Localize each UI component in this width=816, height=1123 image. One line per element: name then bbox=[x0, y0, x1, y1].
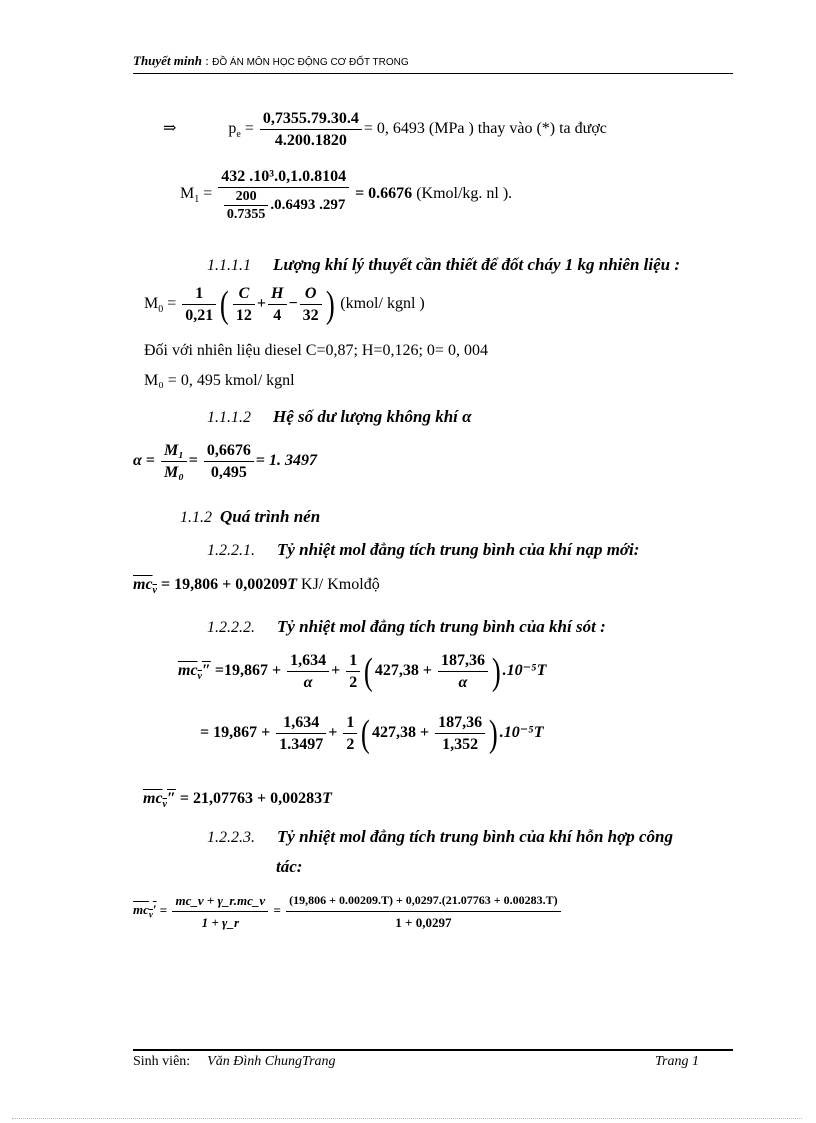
section-title: Tỷ nhiệt mol đẳng tích trung bình của khí nạp mới: bbox=[277, 540, 640, 559]
m0-coef: $\frac{1}{0,21}$ bbox=[182, 283, 216, 326]
m1-unit: (Kmol/kg. nl ). bbox=[416, 185, 513, 203]
header-sep: : bbox=[202, 53, 213, 68]
mcv3-frac-2: $\frac{1}{2}$ bbox=[343, 712, 357, 755]
section-number: 1.2.2.3. bbox=[207, 829, 255, 846]
mcv2-lhs: $mc_v''$ bbox=[178, 662, 211, 683]
mcv1-t: T bbox=[287, 576, 298, 593]
mcv4-lhs: $mc_v''$ bbox=[143, 790, 176, 811]
equation-mcv-mixture: $mc_v'$ = $\frac{mc\_v + \gamma\_r.mc\_v}{1 + \gamma\_r}$ = $\frac{(19,806 + 0.00209.T) + 0,0297.(21.07763 + 0.00283.T)}{1 + 0,0297}$ bbox=[133, 890, 563, 933]
mcv-lhs: $mc_v$ bbox=[133, 576, 157, 597]
equation-m1 bbox=[180, 166, 512, 223]
pe-result: = 0, 6493 (MPa ) thay vào (*) ta được bbox=[363, 120, 607, 138]
section-1-2-2-3 bbox=[207, 827, 673, 847]
alpha-frac-2: $\frac{0,6676}{0,495}$ bbox=[204, 440, 254, 483]
pe-denominator: 4.200.1820 bbox=[274, 132, 347, 149]
section-number: 1.2.2.1. bbox=[207, 542, 255, 559]
mcv1-unit: KJ/ Kmolđộ bbox=[301, 576, 380, 593]
mix-frac-2: $\frac{(19,806 + 0.00209.T) + 0,0297.(21.07763 + 0.00283.T)}{1 + 0,0297}$ bbox=[286, 890, 561, 933]
section-number: 1.2.2.2. bbox=[207, 619, 255, 636]
footer-rule bbox=[133, 1049, 733, 1051]
mix-frac-1: $\frac{mc\_v + \gamma\_r.mc\_v}{1 + \gamma\_r}$ bbox=[172, 890, 268, 933]
section-number: 1.1.1.1 bbox=[207, 257, 251, 274]
page-header bbox=[133, 53, 409, 69]
equation-mcv-residual-numeric: = 19,867 + $\frac{1,634}{1.3497}$ + $\frac{1}{2}$ ( 427,38 + $\frac{187,36}{1,352}$ ) .10⁻⁵T bbox=[200, 712, 544, 755]
page-edge bbox=[12, 1118, 802, 1119]
section-1-1-1-2 bbox=[207, 407, 472, 427]
m0-value-text: M₀ = 0, 495 kmol/ kgnl bbox=[144, 372, 295, 389]
mcv3-frac-3: $\frac{187,36}{1,352}$ bbox=[435, 712, 485, 755]
equation-alpha: α = $\frac{\text{M₁}}{\text{M₀}}$ = $\frac{0,6676}{0,495}$ = 1. 3497 bbox=[133, 442, 318, 481]
m0-unit: (kmol/ kgnl ) bbox=[340, 295, 425, 313]
header-title: ĐỒ ÁN MÔN HỌC ĐỘNG CƠ ĐỐT TRONG bbox=[212, 57, 409, 68]
pe-numerator: 0,7355.79.30.4 bbox=[260, 108, 362, 130]
mcv2-frac-3: $\frac{187,36}{\alpha}$ bbox=[438, 650, 488, 693]
footer-student-name: Văn Đình ChungTrang bbox=[207, 1054, 336, 1069]
section-1-2-2-2 bbox=[207, 617, 606, 637]
section-title: Lượng khí lý thuyết cần thiết để đốt cháy 1 kg nhiên liệu : bbox=[273, 255, 681, 274]
m1-den-fraction: $\frac{200}{0.7355}$ bbox=[224, 188, 269, 223]
section-title: Hệ số dư lượng không khí α bbox=[273, 407, 472, 426]
footer-student-label: Sinh viên: bbox=[133, 1054, 191, 1069]
section-1-2-2-1 bbox=[207, 540, 639, 560]
section-1-2-2-3-cont: tác: bbox=[276, 857, 303, 876]
equation-pe bbox=[163, 108, 607, 151]
pe-fraction bbox=[260, 108, 362, 151]
equation-mcv-fresh bbox=[133, 576, 380, 596]
header-rule bbox=[133, 73, 733, 74]
m0-o: $\frac{O}{32}$ bbox=[300, 283, 322, 326]
diesel-composition-text: Đối với nhiên liệu diesel C=0,87; H=0,126; 0= 0, 004 bbox=[144, 342, 488, 359]
section-1-1-2 bbox=[180, 507, 320, 527]
equation-m0: $M_0$ = $\frac{1}{0,21}$ ( $\frac{C}{12}$ + $\frac{H}{4}$ − $\frac{O}{32}$ ) (kmol/ kgnl ) bbox=[144, 283, 425, 326]
alpha-frac-1: $\frac{\text{M₁}}{\text{M₀}}$ bbox=[161, 440, 187, 483]
alpha-result: 1. 3497 bbox=[269, 452, 318, 470]
section-1-1-1-1 bbox=[207, 255, 680, 275]
equation-mcv-residual: $mc_v'' =19,867$ + $\frac{1,634}{\alpha}$ + $\frac{1}{2}$ ( 427,38 + $\frac{187,36}{\alpha}$ ) .10⁻⁵T bbox=[178, 650, 547, 693]
section-number: 1.1.1.2 bbox=[207, 409, 251, 426]
pe-lhs: $p_e$ = bbox=[228, 120, 254, 141]
m0-h: $\frac{H}{4}$ bbox=[268, 283, 286, 326]
implies-arrow: ⇒ bbox=[163, 120, 177, 138]
alpha-lhs: α bbox=[133, 452, 142, 470]
m1-fraction bbox=[218, 166, 349, 223]
section-number: 1.1.2 bbox=[180, 509, 212, 526]
m1-numerator: 432 .10³.0,1.0.8104 bbox=[218, 166, 349, 188]
m0-c: $\frac{C}{12}$ bbox=[233, 283, 255, 326]
mcv3-frac-1: $\frac{1,634}{1.3497}$ bbox=[276, 712, 326, 755]
mcv1-rhs: = 19,806 + 0,00209 bbox=[161, 576, 288, 593]
m1-denominator: $\frac{200}{0.7355}$ .0.6493 .297 bbox=[218, 188, 349, 223]
equation-mcv-residual-result: $mc_v'' = 21,07763 + 0,00283T$ bbox=[143, 790, 332, 811]
section-title: Quá trình nén bbox=[220, 507, 321, 526]
section-title: Tỷ nhiệt mol đẳng tích trung bình của khí hỗn hợp công bbox=[277, 827, 673, 846]
mix-lhs: $mc_v'$ bbox=[133, 902, 157, 921]
mcv2-term: =19,867 + bbox=[214, 662, 282, 680]
mcv2-frac-2: $\frac{1}{2}$ bbox=[346, 650, 360, 693]
page-footer bbox=[133, 1054, 713, 1070]
m0-lhs: $M_0$ = bbox=[144, 295, 177, 316]
header-label: Thuyết minh bbox=[133, 53, 202, 68]
footer-page-number: Trang 1 bbox=[655, 1054, 699, 1069]
mcv2-frac-1: $\frac{1,634}{\alpha}$ bbox=[287, 650, 329, 693]
section-title: Tỷ nhiệt mol đẳng tích trung bình của khí sót : bbox=[277, 617, 606, 636]
m1-lhs: $M_1$ = bbox=[180, 185, 213, 206]
m1-result: = 0.6676 bbox=[355, 185, 413, 203]
